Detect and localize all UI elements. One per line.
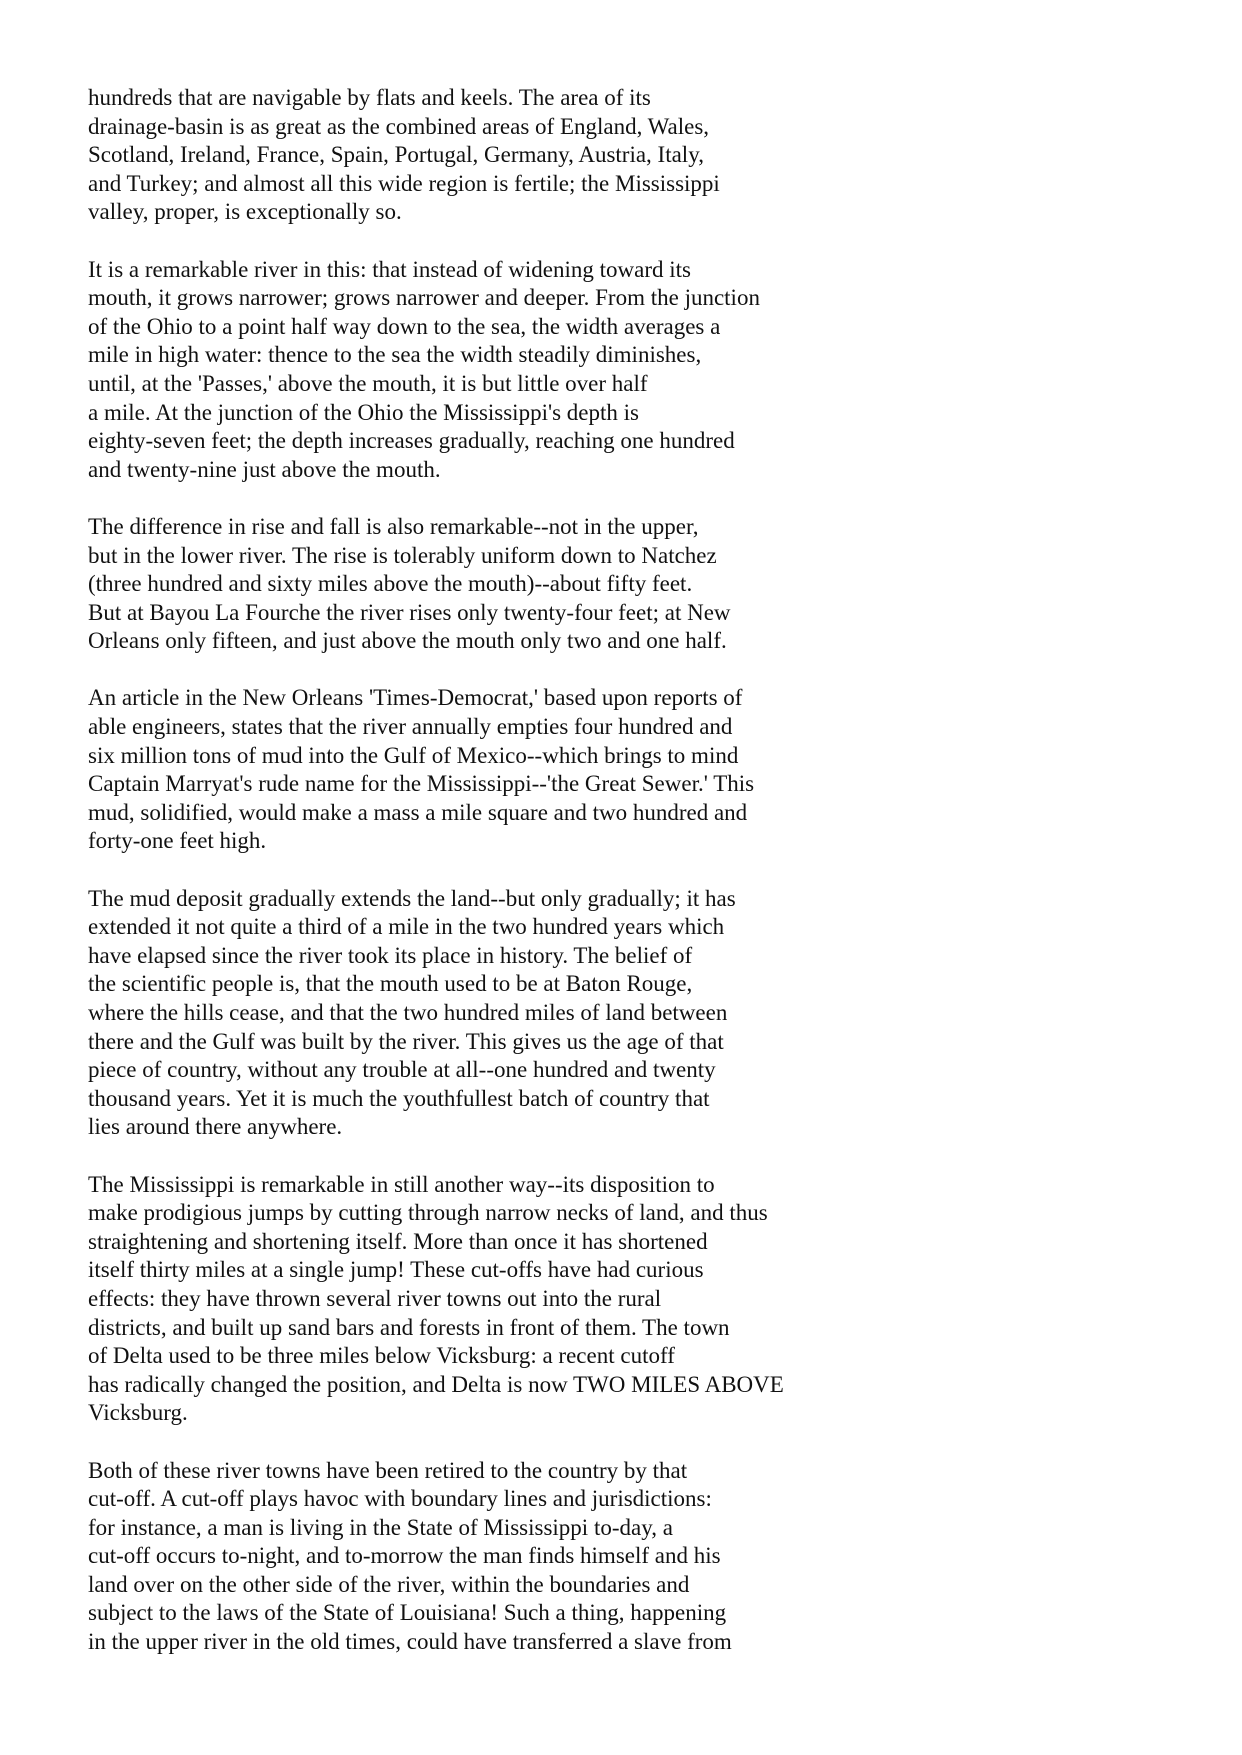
text-line: Scotland, Ireland, France, Spain, Portugal, Germany, Austria, Italy, bbox=[88, 142, 704, 168]
paragraph-5 bbox=[88, 885, 1188, 1142]
text-line: extended it not quite a third of a mile in the two hundred years which bbox=[88, 914, 725, 940]
text-line: lies around there anywhere. bbox=[88, 1114, 343, 1140]
text-line: there and the Gulf was built by the river. This gives us the age of that bbox=[88, 1028, 724, 1054]
text-line: Vicksburg. bbox=[88, 1400, 188, 1426]
text-line: and twenty-nine just above the mouth. bbox=[88, 456, 441, 482]
text-line: valley, proper, is exceptionally so. bbox=[88, 199, 402, 225]
text-line: make prodigious jumps by cutting through narrow necks of land, and thus bbox=[88, 1200, 768, 1226]
paragraph-6 bbox=[88, 1171, 1188, 1428]
text-line: mud, solidified, would make a mass a mile square and two hundred and bbox=[88, 799, 748, 825]
text-line: It is a remarkable river in this: that instead of widening toward its bbox=[88, 256, 691, 282]
text-line: six million tons of mud into the Gulf of Mexico--which brings to mind bbox=[88, 742, 739, 768]
text-line: a mile. At the junction of the Ohio the Mississippi's depth is bbox=[88, 399, 640, 425]
text-line: (three hundred and sixty miles above the mouth)--about fifty feet. bbox=[88, 571, 693, 597]
text-line: districts, and built up sand bars and forests in front of them. The town bbox=[88, 1314, 730, 1340]
text-line: of Delta used to be three miles below Vicksburg: a recent cutoff bbox=[88, 1343, 675, 1369]
text-line: of the Ohio to a point half way down to the sea, the width averages a bbox=[88, 313, 721, 339]
text-line: piece of country, without any trouble at all--one hundred and twenty bbox=[88, 1057, 716, 1083]
text-line: mile in high water: thence to the sea the width steadily diminishes, bbox=[88, 342, 702, 368]
text-line: mouth, it grows narrower; grows narrower and deeper. From the junction bbox=[88, 285, 760, 311]
text-line: drainage-basin is as great as the combined areas of England, Wales, bbox=[88, 113, 710, 139]
paragraph-7 bbox=[88, 1457, 1188, 1657]
paragraph-1 bbox=[88, 84, 1188, 227]
text-line: effects: they have thrown several river towns out into the rural bbox=[88, 1285, 662, 1311]
paragraph-4 bbox=[88, 684, 1188, 856]
text-line: but in the lower river. The rise is tolerably uniform down to Natchez bbox=[88, 542, 717, 568]
text-line: cut-off. A cut-off plays havoc with boundary lines and jurisdictions: bbox=[88, 1486, 712, 1512]
text-line: Both of these river towns have been retired to the country by that bbox=[88, 1457, 688, 1483]
text-line: forty-one feet high. bbox=[88, 828, 267, 854]
text-line: land over on the other side of the river, within the boundaries and bbox=[88, 1571, 690, 1597]
text-line: But at Bayou La Fourche the river rises only twenty-four feet; at New bbox=[88, 599, 731, 625]
text-line: subject to the laws of the State of Louisiana! Such a thing, happening bbox=[88, 1600, 727, 1626]
text-line: cut-off occurs to-night, and to-morrow the man finds himself and his bbox=[88, 1543, 721, 1569]
paragraph-2 bbox=[88, 256, 1188, 485]
text-line: Captain Marryat's rude name for the Mississippi--'the Great Sewer.' This bbox=[88, 771, 755, 797]
text-line: Orleans only fifteen, and just above the mouth only two and one half. bbox=[88, 628, 727, 654]
text-line: An article in the New Orleans 'Times-Democrat,' based upon reports of bbox=[88, 685, 743, 711]
text-line: eighty-seven feet; the depth increases gradually, reaching one hundred bbox=[88, 428, 735, 454]
text-line: until, at the 'Passes,' above the mouth, it is but little over half bbox=[88, 370, 648, 396]
text-line: straightening and shortening itself. More than once it has shortened bbox=[88, 1228, 708, 1254]
text-line: able engineers, states that the river annually empties four hundred and bbox=[88, 714, 733, 740]
text-line: The difference in rise and fall is also remarkable--not in the upper, bbox=[88, 513, 699, 539]
text-line: where the hills cease, and that the two hundred miles of land between bbox=[88, 1000, 728, 1025]
text-line: the scientific people is, that the mouth used to be at Baton Rouge, bbox=[88, 971, 693, 997]
text-line: The mud deposit gradually extends the land--but only gradually; it has bbox=[88, 885, 736, 911]
text-line: itself thirty miles at a single jump! These cut-offs have had curious bbox=[88, 1257, 704, 1283]
text-line: have elapsed since the river took its place in history. The belief of bbox=[88, 942, 693, 968]
text-line: has radically changed the position, and Delta is now TWO MILES ABOVE bbox=[88, 1371, 784, 1397]
text-line: hundreds that are navigable by flats and keels. The area of its bbox=[88, 85, 651, 110]
text-line: thousand years. Yet it is much the youthfullest batch of country that bbox=[88, 1085, 710, 1111]
paragraph-3 bbox=[88, 513, 1188, 656]
text-line: The Mississippi is remarkable in still another way--its disposition to bbox=[88, 1171, 715, 1197]
text-line: and Turkey; and almost all this wide region is fertile; the Mississippi bbox=[88, 170, 720, 196]
text-line: in the upper river in the old times, could have transferred a slave from bbox=[88, 1629, 732, 1655]
document-page bbox=[88, 84, 1188, 1685]
text-line: for instance, a man is living in the State of Mississippi to-day, a bbox=[88, 1514, 673, 1540]
